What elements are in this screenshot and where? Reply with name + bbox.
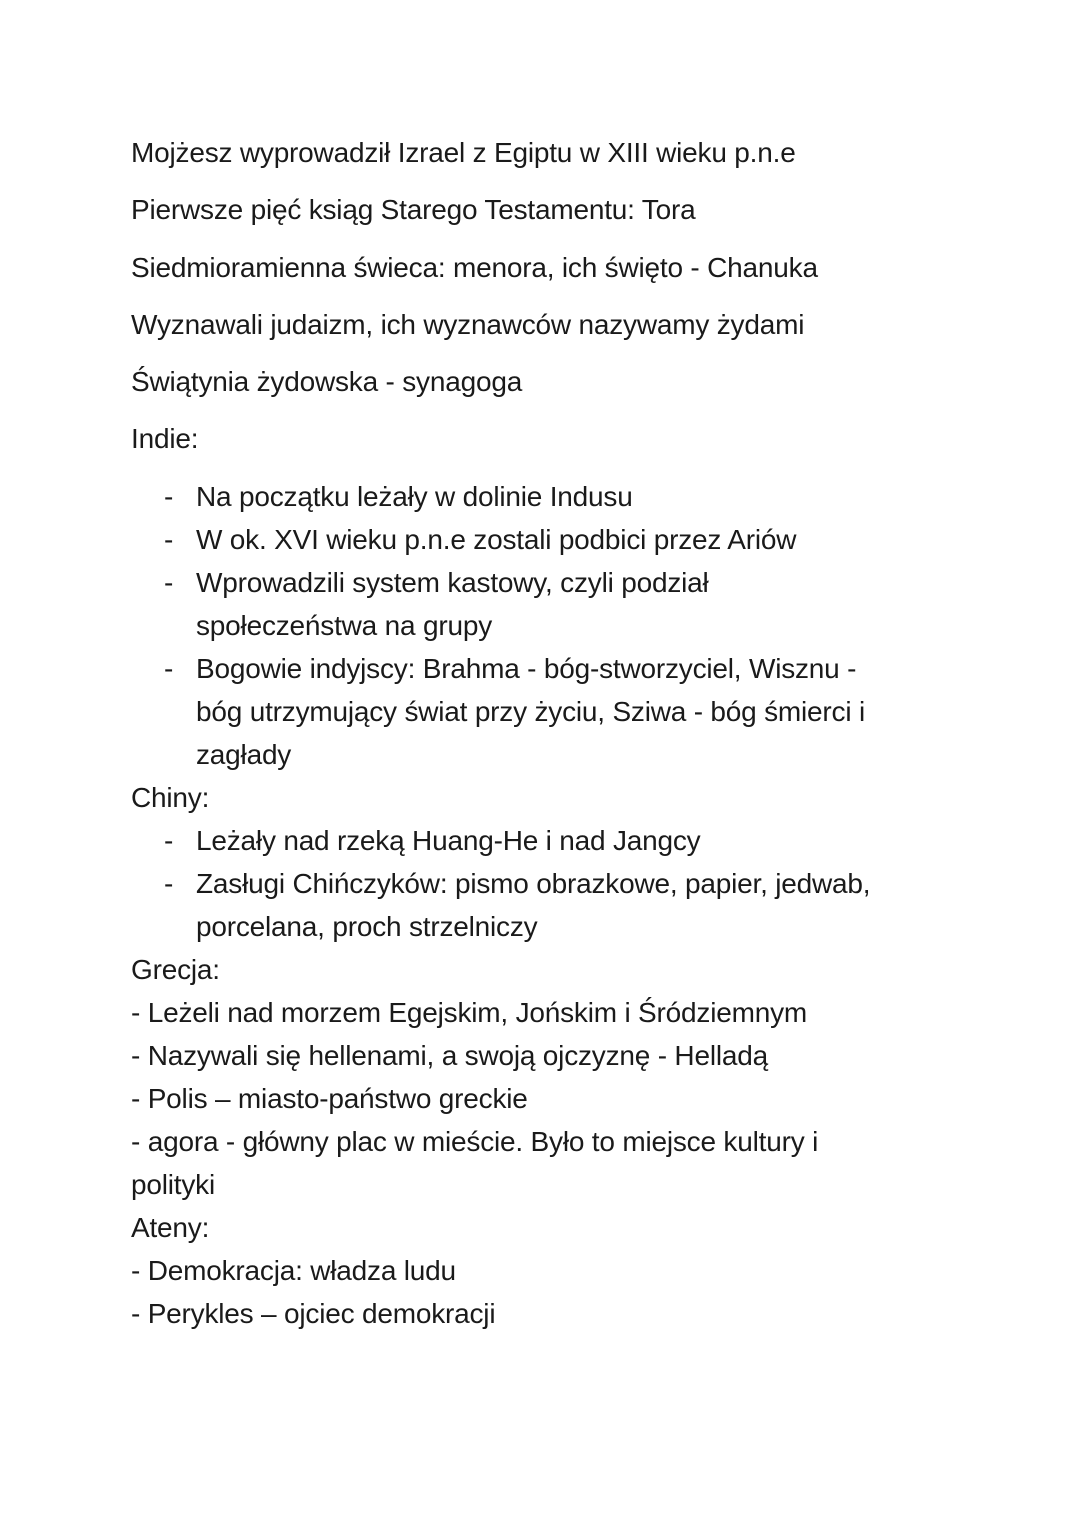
list-item-text: Na początku leżały w dolinie Indusu	[196, 481, 633, 512]
paragraph: Świątynia żydowska - synagoga	[131, 366, 523, 398]
list-item-continuation: bóg utrzymujący świat przy życiu, Sziwa - bóg śmierci i	[196, 696, 865, 727]
list-item-text: Zasługi Chińczyków: pismo obrazkowe, papier, jedwab,	[196, 868, 871, 899]
grecja-line: - Polis – miasto-państwo greckie	[131, 1083, 528, 1114]
ateny-line: - Demokracja: władza ludu	[131, 1255, 456, 1286]
grecja-line: polityki	[131, 1169, 215, 1200]
bullet-dash: -	[164, 524, 174, 555]
bullet-dash: -	[164, 825, 174, 856]
list-item-continuation: porcelana, proch strzelniczy	[196, 911, 538, 942]
paragraph: Wyznawali judaizm, ich wyznawców nazywamy żydami	[131, 308, 805, 340]
paragraph: Mojżesz wyprowadził Izrael z Egiptu w XIII wieku p.n.e	[131, 137, 796, 168]
grecja-line: - Nazywali się hellenami, a swoją ojczyznę - Helladą	[131, 1040, 768, 1071]
paragraph: Pierwsze pięć ksiąg Starego Testamentu: Tora	[131, 194, 696, 226]
list-item-text: Bogowie indyjscy: Brahma - bóg-stworzyciel, Wisznu -	[196, 653, 857, 684]
list-item	[164, 862, 870, 905]
bullet-dash: -	[164, 567, 174, 598]
bullet-dash: -	[164, 653, 174, 684]
list-item	[164, 647, 856, 690]
list-item	[164, 475, 633, 518]
bullet-dash: -	[164, 481, 174, 512]
list-item-continuation: społeczeństwa na grupy	[196, 610, 492, 641]
grecja-line: - Leżeli nad morzem Egejskim, Jońskim i Śródziemnym	[131, 997, 808, 1028]
list-item	[164, 518, 796, 561]
bullet-dash: -	[164, 868, 174, 899]
paragraph: Siedmioramienna świeca: menora, ich święto - Chanuka	[131, 251, 818, 283]
list-item-text: Leżały nad rzeką Huang-He i nad Jangcy	[196, 825, 701, 856]
ateny-line: - Perykles – ojciec demokracji	[131, 1298, 496, 1329]
list-item	[164, 561, 709, 604]
list-item-text: W ok. XVI wieku p.n.e zostali podbici przez Ariów	[196, 524, 797, 555]
grecja-line: - agora - główny plac w mieście. Było to miejsce kultury i	[131, 1126, 819, 1157]
section-heading-grecja: Grecja:	[131, 954, 220, 985]
list-item-text: Wprowadzili system kastowy, czyli podział	[196, 567, 709, 598]
list-item	[164, 819, 700, 862]
section-heading-ateny: Ateny:	[131, 1212, 210, 1243]
section-heading-indie: Indie:	[131, 423, 199, 454]
section-heading-chiny: Chiny:	[131, 782, 210, 813]
list-item-continuation: zagłady	[196, 739, 292, 770]
